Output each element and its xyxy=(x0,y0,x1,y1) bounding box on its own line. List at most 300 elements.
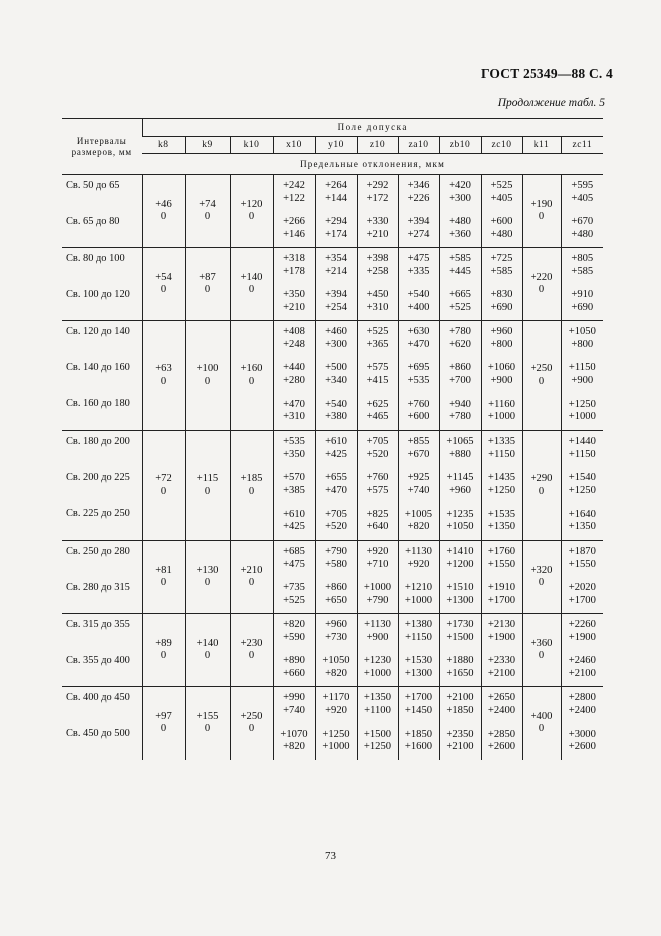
cell-zc11 xyxy=(561,175,603,211)
cell-zb10-lower: +960 xyxy=(449,484,471,496)
cell-za10-lower: +1000 xyxy=(404,594,433,606)
table-continuation-caption: Продолжение табл. 5 xyxy=(497,97,605,109)
cell-x10 xyxy=(273,431,315,467)
cell-zb10 xyxy=(439,577,481,614)
cell-x10-lower: +280 xyxy=(283,374,305,386)
cell-x10 xyxy=(273,321,315,357)
cell-zc10 xyxy=(481,211,522,248)
cell-x10-lower: +425 xyxy=(283,521,305,533)
cell-zc11-upper: +1540 xyxy=(568,472,596,483)
cell-zb10 xyxy=(439,321,481,357)
cell-k10-lower: 0 xyxy=(248,485,255,497)
cell-k11 xyxy=(522,248,561,321)
cell-zb10-upper: +860 xyxy=(449,362,471,373)
cell-zc10-lower: +1000 xyxy=(487,411,516,423)
size-interval-label: Св. 80 до 100 xyxy=(62,248,142,284)
cell-za10-upper: +1530 xyxy=(404,655,433,667)
cell-x10 xyxy=(273,614,315,650)
column-header-zc11: zc11 xyxy=(561,137,603,154)
cell-za10-lower: +1450 xyxy=(404,704,433,716)
cell-y10 xyxy=(315,467,357,503)
cell-k10-upper: +250 xyxy=(240,710,263,722)
cell-k8 xyxy=(142,248,185,321)
cell-x10-upper: +408 xyxy=(283,326,305,338)
cell-zc10-upper: +1760 xyxy=(487,546,516,558)
cell-k9 xyxy=(185,248,230,321)
cell-z10-lower: +900 xyxy=(366,631,389,643)
cell-y10-lower: +340 xyxy=(325,374,347,386)
cell-k10-lower: 0 xyxy=(248,375,255,387)
cell-k9-lower: 0 xyxy=(204,485,211,497)
cell-za10-upper: +630 xyxy=(407,326,430,338)
cell-zc10 xyxy=(481,503,522,541)
table-row xyxy=(62,248,603,284)
cell-z10-upper: +292 xyxy=(366,180,389,192)
cell-zc11-lower: +2400 xyxy=(568,704,596,716)
cell-y10 xyxy=(315,541,357,577)
cell-y10 xyxy=(315,357,357,393)
cell-y10-lower: +650 xyxy=(325,594,347,606)
cell-zc11 xyxy=(561,577,603,614)
cell-za10-upper: +1210 xyxy=(404,582,433,594)
cell-x10-lower: +740 xyxy=(283,704,305,716)
cell-zc11-lower: +1550 xyxy=(568,558,596,570)
cell-zc11-upper: +2800 xyxy=(568,692,596,704)
cell-k11 xyxy=(522,687,561,760)
cell-zc10-lower: +690 xyxy=(490,301,513,313)
cell-y10-upper: +705 xyxy=(325,508,347,520)
column-header-k10: k10 xyxy=(230,137,273,154)
cell-za10-lower: +920 xyxy=(407,558,430,570)
column-header-k9: k9 xyxy=(185,137,230,154)
cell-zc11 xyxy=(561,650,603,687)
cell-za10-lower: +820 xyxy=(407,521,430,533)
column-header-y10: y10 xyxy=(315,137,357,154)
size-interval-label: Св. 180 до 200 xyxy=(62,431,142,467)
cell-zc10 xyxy=(481,393,522,431)
cell-za10-upper: +925 xyxy=(407,472,430,483)
cell-k9-lower: 0 xyxy=(204,211,211,222)
cell-z10-upper: +450 xyxy=(366,289,389,301)
tolerance-table xyxy=(62,118,603,760)
cell-k10-upper: +140 xyxy=(240,271,263,283)
cell-k9-upper: +155 xyxy=(196,710,219,722)
cell-zc10 xyxy=(481,467,522,503)
cell-y10-upper: +294 xyxy=(325,216,347,228)
cell-y10 xyxy=(315,211,357,248)
cell-x10-upper: +318 xyxy=(283,253,305,265)
cell-k11-upper: +290 xyxy=(530,473,553,484)
cell-y10-lower: +380 xyxy=(325,411,347,423)
cell-k9 xyxy=(185,175,230,248)
cell-z10-lower: +640 xyxy=(366,521,389,533)
cell-k10-upper: +120 xyxy=(240,198,263,210)
cell-zc11-upper: +1870 xyxy=(568,546,596,558)
cell-za10-upper: +394 xyxy=(407,216,430,228)
cell-zc10-lower: +2600 xyxy=(487,741,516,752)
cell-k9-upper: +140 xyxy=(196,637,219,649)
cell-zc10 xyxy=(481,614,522,650)
cell-z10-lower: +575 xyxy=(366,484,389,496)
cell-k8-upper: +72 xyxy=(155,473,172,484)
cell-x10 xyxy=(273,393,315,431)
cell-zb10-upper: +1145 xyxy=(446,472,474,483)
cell-zc10-lower: +1700 xyxy=(487,594,516,606)
size-interval-label: Св. 450 до 500 xyxy=(66,727,130,739)
cell-z10-upper: +575 xyxy=(366,362,389,373)
cell-k8-lower: 0 xyxy=(160,577,167,588)
cell-za10-upper: +1850 xyxy=(404,728,433,740)
cell-k10-lower: 0 xyxy=(248,723,255,735)
cell-za10-lower: +335 xyxy=(407,265,430,277)
cell-zc11-upper: +1050 xyxy=(568,326,596,338)
cell-zc10-upper: +1535 xyxy=(487,508,516,520)
cell-k10-upper: +230 xyxy=(240,637,263,649)
cell-z10 xyxy=(357,614,398,650)
cell-k11 xyxy=(522,431,561,541)
cell-k10 xyxy=(230,248,273,321)
table-body xyxy=(62,175,603,760)
table-row xyxy=(62,175,603,211)
cell-zb10 xyxy=(439,393,481,431)
table-row xyxy=(62,687,603,723)
cell-zb10 xyxy=(439,175,481,211)
cell-zc10-lower: +480 xyxy=(490,228,513,240)
cell-za10 xyxy=(398,577,439,614)
cell-y10 xyxy=(315,577,357,614)
column-header-k11: k11 xyxy=(522,137,561,154)
cell-zc11 xyxy=(561,467,603,503)
tolerance-field-header: Поле допуска xyxy=(142,119,603,137)
cell-zc11-lower: +2100 xyxy=(568,667,596,679)
cell-x10-lower: +146 xyxy=(283,228,305,240)
cell-zc11 xyxy=(561,431,603,467)
cell-z10-upper: +1130 xyxy=(364,619,391,631)
cell-z10-lower: +790 xyxy=(366,594,389,606)
cell-k8-upper: +46 xyxy=(155,198,172,210)
cell-y10-lower: +1000 xyxy=(322,741,350,752)
cell-za10-upper: +1380 xyxy=(404,619,433,631)
cell-zb10-upper: +1510 xyxy=(446,582,474,594)
cell-za10-upper: +475 xyxy=(407,253,430,265)
cell-k8-lower: 0 xyxy=(160,284,167,295)
cell-x10-lower: +385 xyxy=(283,484,305,496)
cell-x10-lower: +210 xyxy=(283,301,305,313)
interval-header xyxy=(62,119,142,175)
cell-x10 xyxy=(273,284,315,321)
cell-y10 xyxy=(315,284,357,321)
cell-zb10-lower: +1500 xyxy=(446,631,474,643)
cell-zc10-lower: +405 xyxy=(490,192,513,204)
cell-zc10-lower: +1150 xyxy=(488,448,515,460)
cell-k11 xyxy=(522,321,561,431)
cell-z10 xyxy=(357,175,398,211)
cell-z10-lower: +465 xyxy=(366,411,389,423)
table-row xyxy=(62,321,603,357)
cell-x10-upper: +350 xyxy=(283,289,305,301)
cell-y10-upper: +460 xyxy=(325,326,347,338)
cell-x10-lower: +350 xyxy=(283,448,305,460)
cell-x10-upper: +535 xyxy=(283,436,305,448)
cell-k11-upper: +250 xyxy=(530,363,553,374)
cell-z10 xyxy=(357,577,398,614)
cell-k10 xyxy=(230,687,273,760)
cell-k8 xyxy=(142,321,185,431)
cell-y10-lower: +820 xyxy=(325,667,347,679)
cell-zc11 xyxy=(561,321,603,357)
cell-za10-lower: +740 xyxy=(407,484,430,496)
cell-k11-lower: 0 xyxy=(538,485,545,497)
cell-zc10-upper: +2850 xyxy=(487,728,516,740)
cell-x10 xyxy=(273,211,315,248)
cell-zc11-lower: +1700 xyxy=(568,594,596,606)
cell-z10-lower: +172 xyxy=(366,192,389,204)
cell-y10-upper: +655 xyxy=(325,472,347,483)
cell-k8-upper: +81 xyxy=(155,564,172,576)
cell-zc10-lower: +585 xyxy=(490,265,513,277)
cell-z10 xyxy=(357,393,398,431)
cell-zc10 xyxy=(481,577,522,614)
cell-x10-lower: +310 xyxy=(283,411,305,423)
cell-x10 xyxy=(273,577,315,614)
cell-zb10-lower: +700 xyxy=(449,374,471,386)
cell-z10-upper: +1350 xyxy=(363,692,392,704)
cell-zb10 xyxy=(439,248,481,284)
cell-k10-upper: +210 xyxy=(240,564,263,576)
cell-k8-upper: +97 xyxy=(155,710,172,722)
cell-z10 xyxy=(357,650,398,687)
cell-k8-upper: +54 xyxy=(155,271,172,283)
cell-y10-upper: +610 xyxy=(325,436,347,448)
cell-z10-upper: +1500 xyxy=(363,728,392,740)
cell-za10-lower: +1300 xyxy=(404,667,433,679)
cell-k10-upper: +160 xyxy=(240,363,263,374)
cell-y10-upper: +264 xyxy=(325,180,347,192)
cell-y10 xyxy=(315,393,357,431)
cell-zc10 xyxy=(481,175,522,211)
cell-y10-upper: +500 xyxy=(325,362,347,373)
cell-z10-lower: +520 xyxy=(366,448,389,460)
cell-k9 xyxy=(185,541,230,614)
cell-zb10-lower: +1050 xyxy=(446,521,474,533)
column-header-zb10: zb10 xyxy=(439,137,481,154)
cell-z10-upper: +625 xyxy=(366,398,389,410)
cell-zc11-upper: +1440 xyxy=(568,436,596,448)
cell-k9 xyxy=(185,321,230,431)
cell-k8-lower: 0 xyxy=(160,723,167,735)
cell-zc10-lower: +2400 xyxy=(487,704,516,716)
cell-zc11 xyxy=(561,541,603,577)
cell-k9-upper: +74 xyxy=(199,198,216,210)
cell-y10-lower: +520 xyxy=(325,521,347,533)
size-interval-label: Св. 315 до 355 xyxy=(62,614,142,650)
cell-za10-lower: +1600 xyxy=(404,741,433,752)
cell-zb10-upper: +2350 xyxy=(446,728,474,740)
cell-zb10-upper: +585 xyxy=(449,253,471,265)
cell-zc10-upper: +725 xyxy=(490,253,513,265)
cell-zc11 xyxy=(561,687,603,723)
cell-k10-lower: 0 xyxy=(248,650,255,661)
cell-zc10 xyxy=(481,284,522,321)
cell-y10-upper: +960 xyxy=(325,619,347,631)
cell-x10-lower: +122 xyxy=(283,192,305,204)
cell-z10-upper: +1000 xyxy=(363,582,392,594)
size-interval-label: Св. 200 до 225 xyxy=(66,471,130,483)
cell-zb10-upper: +780 xyxy=(449,326,471,338)
cell-y10 xyxy=(315,321,357,357)
cell-zc11 xyxy=(561,614,603,650)
cell-za10 xyxy=(398,541,439,577)
cell-zc11-upper: +670 xyxy=(571,216,594,228)
cell-zc10-upper: +600 xyxy=(490,216,513,228)
cell-k9-upper: +100 xyxy=(196,363,219,374)
cell-zc10-lower: +1900 xyxy=(487,631,516,643)
cell-zc10 xyxy=(481,248,522,284)
cell-zc10-lower: +800 xyxy=(490,338,513,350)
cell-zc10 xyxy=(481,650,522,687)
cell-k9-lower: 0 xyxy=(204,284,211,295)
cell-zc11-upper: +805 xyxy=(571,253,594,265)
cell-zc11-upper: +1250 xyxy=(568,398,596,410)
cell-zb10-lower: +300 xyxy=(449,192,471,204)
table-row xyxy=(62,541,603,577)
cell-zc11-upper: +2020 xyxy=(568,582,596,594)
cell-zb10 xyxy=(439,723,481,760)
cell-k11-upper: +190 xyxy=(530,198,553,210)
cell-zc10-lower: +900 xyxy=(490,374,513,386)
cell-k11 xyxy=(522,614,561,687)
cell-x10-lower: +590 xyxy=(283,631,305,643)
size-interval-label: Св. 100 до 120 xyxy=(66,288,130,300)
cell-x10-lower: +660 xyxy=(283,667,305,679)
cell-za10-lower: +470 xyxy=(407,338,430,350)
cell-k8-lower: 0 xyxy=(160,485,167,497)
cell-y10 xyxy=(315,687,357,723)
cell-k10 xyxy=(230,431,273,541)
cell-zc11-upper: +1150 xyxy=(568,362,596,373)
cell-zc10-upper: +1060 xyxy=(487,362,516,373)
cell-zb10-lower: +360 xyxy=(449,228,471,240)
cell-za10 xyxy=(398,723,439,760)
column-header-k8: k8 xyxy=(142,137,185,154)
cell-zb10 xyxy=(439,211,481,248)
column-header-zc10: zc10 xyxy=(481,137,522,154)
cell-z10 xyxy=(357,211,398,248)
cell-zc11 xyxy=(561,357,603,393)
cell-za10-lower: +600 xyxy=(407,411,430,423)
cell-zc10 xyxy=(481,687,522,723)
cell-y10-upper: +1250 xyxy=(322,728,350,740)
size-interval-label: Св. 65 до 80 xyxy=(66,215,120,227)
cell-k11-lower: 0 xyxy=(538,211,545,222)
cell-x10-upper: +242 xyxy=(283,180,305,192)
cell-za10 xyxy=(398,175,439,211)
cell-k8 xyxy=(142,614,185,687)
cell-za10-lower: +226 xyxy=(407,192,430,204)
size-interval-label: Св. 225 до 250 xyxy=(66,507,130,519)
column-header-za10: za10 xyxy=(398,137,439,154)
cell-z10-upper: +330 xyxy=(366,216,389,228)
size-interval-label: Св. 140 до 160 xyxy=(66,361,130,373)
cell-k11 xyxy=(522,175,561,248)
cell-zb10-lower: +1200 xyxy=(446,558,474,570)
cell-zc11-upper: +3000 xyxy=(568,728,596,740)
cell-k9-lower: 0 xyxy=(204,650,211,661)
cell-k8 xyxy=(142,175,185,248)
cell-z10 xyxy=(357,687,398,723)
cell-y10 xyxy=(315,175,357,211)
cell-zc10-upper: +1335 xyxy=(487,436,516,448)
cell-zb10 xyxy=(439,284,481,321)
cell-zb10-upper: +1730 xyxy=(446,619,474,631)
cell-x10 xyxy=(273,650,315,687)
size-interval-label: Св. 280 до 315 xyxy=(66,581,130,593)
cell-k8 xyxy=(142,687,185,760)
column-header-row xyxy=(62,137,603,154)
cell-zc10 xyxy=(481,541,522,577)
cell-zc11 xyxy=(561,284,603,321)
cell-y10-lower: +300 xyxy=(325,338,347,350)
cell-za10 xyxy=(398,321,439,357)
cell-za10-upper: +1130 xyxy=(405,546,432,558)
cell-k10-lower: 0 xyxy=(248,284,255,295)
cell-z10 xyxy=(357,431,398,467)
cell-x10 xyxy=(273,467,315,503)
cell-k10-upper: +185 xyxy=(240,473,263,484)
cell-y10-upper: +860 xyxy=(325,582,347,594)
cell-k8-lower: 0 xyxy=(160,650,167,661)
cell-zb10-lower: +1650 xyxy=(446,667,474,679)
cell-zb10 xyxy=(439,503,481,541)
cell-y10 xyxy=(315,614,357,650)
cell-k11-lower: 0 xyxy=(538,284,545,295)
cell-zc11-upper: +2460 xyxy=(568,655,596,667)
cell-x10-upper: +820 xyxy=(283,619,305,631)
cell-zc11 xyxy=(561,211,603,248)
cell-za10-upper: +695 xyxy=(407,362,430,373)
cell-zc11-lower: +1150 xyxy=(568,448,596,460)
cell-k9-lower: 0 xyxy=(204,577,211,588)
cell-zc10-upper: +1435 xyxy=(487,472,516,483)
interval-header-line-2: размеров, мм xyxy=(71,146,132,157)
cell-k11-upper: +320 xyxy=(530,564,553,576)
cell-zc10-upper: +2650 xyxy=(487,692,516,704)
cell-x10-upper: +266 xyxy=(283,216,305,228)
cell-za10-lower: +670 xyxy=(407,448,430,460)
cell-k9-upper: +115 xyxy=(196,473,219,484)
cell-zb10-upper: +480 xyxy=(449,216,471,228)
cell-za10-upper: +346 xyxy=(407,180,430,192)
cell-x10-upper: +990 xyxy=(283,692,305,704)
cell-zb10-lower: +780 xyxy=(449,411,471,423)
cell-zc11-lower: +800 xyxy=(571,338,594,350)
cell-k10-lower: 0 xyxy=(248,211,255,222)
cell-x10 xyxy=(273,723,315,760)
cell-x10 xyxy=(273,175,315,211)
cell-zc10-upper: +1910 xyxy=(487,582,516,594)
cell-k11-lower: 0 xyxy=(538,650,545,661)
deviation-header: Предельные отклонения, мкм xyxy=(142,154,603,175)
cell-x10 xyxy=(273,541,315,577)
cell-zb10 xyxy=(439,687,481,723)
cell-k11-upper: +400 xyxy=(530,710,553,722)
cell-k11 xyxy=(522,541,561,614)
page-number: 73 xyxy=(325,850,336,862)
cell-z10 xyxy=(357,723,398,760)
cell-zc11-lower: +1250 xyxy=(568,484,596,496)
cell-zc11-lower: +2600 xyxy=(568,741,596,752)
interval-header-line-1: Интервалы xyxy=(76,135,127,146)
